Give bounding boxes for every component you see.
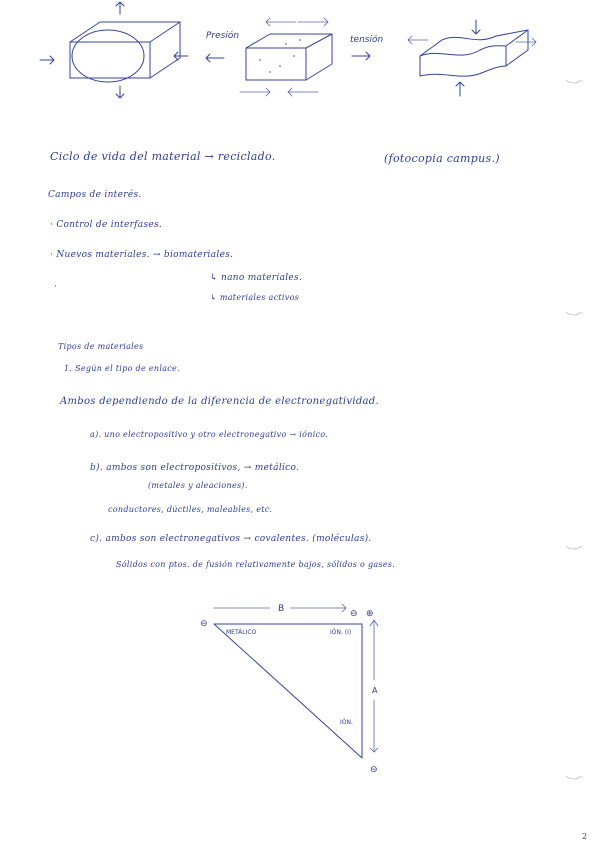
presion-label: Presión bbox=[206, 31, 240, 41]
bullet-empty: · bbox=[54, 282, 58, 292]
item-c-sub: Sólidos con ptos. de fusión relativamente bajos, sólidos o gases. bbox=[116, 560, 396, 569]
triangle-side-label: A bbox=[372, 686, 378, 695]
sign-top-mid: ⊖ bbox=[350, 609, 358, 619]
tipos-heading: Tipos de materiales bbox=[58, 342, 144, 351]
sign-top-left: ⊖ bbox=[200, 619, 208, 629]
corner-ion: IÓN. bbox=[340, 719, 353, 726]
ciclo-text: Ciclo de vida del material → reciclado. bbox=[50, 150, 276, 163]
bullet-interfases: · Control de interfases. bbox=[50, 220, 163, 230]
sign-top-right: ⊕ bbox=[366, 609, 374, 619]
page-number: 2 bbox=[582, 832, 588, 841]
tipo-enlace: 1. Según el tipo de enlace. bbox=[64, 364, 180, 373]
ciclo-ref: (fotocopia campus.) bbox=[384, 152, 500, 165]
item-b-sub: (metales y aleaciones). bbox=[148, 481, 248, 490]
item-a: a). uno electropositivo y otro electronegativo → iónico. bbox=[90, 430, 329, 439]
corner-ionico: IÓN. (I) bbox=[330, 629, 352, 636]
conductores-line: conductores, dúctiles, maleables, etc. bbox=[108, 505, 273, 514]
item-c: c). ambos son electronegativos → covalentes. (moléculas). bbox=[90, 534, 372, 544]
tension-label: tensión bbox=[350, 35, 384, 45]
ambos-line: Ambos dependiendo de la diferencia de electronegatividad. bbox=[60, 396, 379, 407]
triangle-top-label: B bbox=[278, 604, 285, 614]
item-b: b). ambos son electropositivos, → metálico. bbox=[90, 463, 300, 473]
sub-activos: ↳ materiales activos bbox=[210, 293, 300, 302]
bullet-nuevos: · Nuevos materiales. → biomateriales. bbox=[50, 250, 234, 260]
sign-bottom: ⊖ bbox=[370, 765, 378, 775]
corner-metalico: METÁLICO bbox=[226, 629, 257, 636]
stress-sketch bbox=[0, 0, 616, 110]
campos-heading: Campos de interés. bbox=[48, 190, 142, 200]
sub-nano: ↳ nano materiales. bbox=[210, 273, 303, 283]
